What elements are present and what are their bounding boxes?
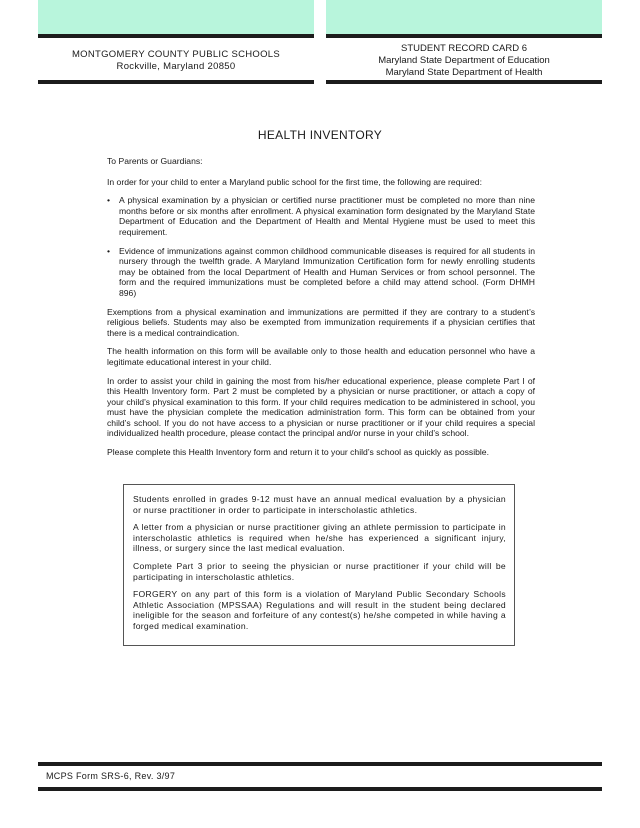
header-left-tint-band — [38, 0, 314, 34]
bullet-marker: • — [107, 245, 111, 256]
footer-bottom-rule — [38, 787, 602, 791]
notice-part3: Complete Part 3 prior to seeing the physician or nurse practitioner if your child will be participating in interscholastic athletics. — [133, 560, 506, 582]
health-dept: Maryland State Department of Health — [385, 67, 543, 78]
school-name: MONTGOMERY COUNTY PUBLIC SCHOOLS — [71, 49, 281, 60]
header-right-tint-band — [326, 0, 602, 34]
form-id: MCPS Form SRS-6, Rev. 3/97 — [46, 771, 176, 781]
requirement-item — [107, 246, 535, 299]
notice-permission-letter: A letter from a physician or nurse practitioner giving an athlete permission to participate in interscholastic athletics is required when he/she has experienced a significant injury, illness, or surgery since the last medical evaluation. — [133, 522, 506, 554]
page-title: HEALTH INVENTORY — [257, 128, 383, 142]
bullet-marker: • — [107, 195, 111, 206]
header-left-bottom-rule — [38, 80, 314, 84]
intro-paragraph: In order for your child to enter a Maryland public school for the first time, the following are required: — [107, 176, 482, 187]
salutation: To Parents or Guardians: — [107, 156, 203, 166]
header-right-bottom-rule — [326, 80, 602, 84]
requirement-text: Evidence of immunizations against common childhood communicable diseases is required for all students in nursery through the twelfth grade. A Maryland Immunization Certification form for newly enrolling students may be obtained from the local Department of Health and Human Services or from school personnel. The form and the required immunizations must be completed before a child may attend school. (Form DHMH 896) — [119, 245, 535, 298]
letter-body — [107, 156, 535, 466]
requirement-item — [107, 195, 535, 237]
header-right-top-rule — [326, 34, 602, 38]
footer-top-rule — [38, 762, 602, 766]
athletics-notice-box — [123, 484, 515, 646]
education-dept: Maryland State Department of Education — [378, 55, 550, 66]
header-left-top-rule — [38, 34, 314, 38]
header-school-block — [38, 49, 314, 73]
requirement-text: A physical examination by a physician or certified nurse practitioner must be completed no more than nine months before or six months after enrollment. A physical examination form designated by the Maryland State Department of Education and the Department of Health and Mental Hygiene must be used to meet this requirement. — [119, 195, 535, 237]
return-request-paragraph: Please complete this Health Inventory form and return it to your child’s school as quickly as possible. — [107, 447, 489, 458]
record-card-label: STUDENT RECORD CARD 6 — [401, 43, 527, 54]
header-record-block — [326, 43, 602, 79]
exemptions-paragraph: Exemptions from a physical examination and immunizations are permitted if they are contrary to a student’s religious beliefs. Students may also be exempted from immunization requirements if a physician certifies that there is a medical contraindication. — [107, 306, 535, 338]
requirements-list — [107, 195, 535, 298]
notice-forgery: FORGERY on any part of this form is a violation of Maryland Public Secondary Schools Athletic Association (MPSSAA) Regulations and will result in the student being declared ineligible for the season and forfeiture of any contest(s) he/she competed in while having a forged medical examination. — [133, 589, 506, 631]
privacy-paragraph: The health information on this form will be available only to those health and education personnel who have a legitimate educational interest in your child. — [107, 346, 535, 367]
notice-annual-evaluation: Students enrolled in grades 9-12 must have an annual medical evaluation by a physician or nurse practitioner in order to participate in interscholastic athletics. — [133, 494, 506, 515]
instructions-paragraph: In order to assist your child in gaining the most from his/her educational experience, please complete Part I of this Health Inventory form. Part 2 must be completed by a physician or nurse practitioner, or attach a copy of your child’s physical examination to this form. If your child requires medication to be administered in school, you must have the physician complete the medication administration form. This form can be obtained from your child’s school. If you do not have access to a physician or nurse practitioner or if your child requires a special individualized health procedure, please contact the principal and/or nurse in your child’s school. — [107, 375, 535, 439]
school-address: Rockville, Maryland 20850 — [116, 61, 236, 72]
